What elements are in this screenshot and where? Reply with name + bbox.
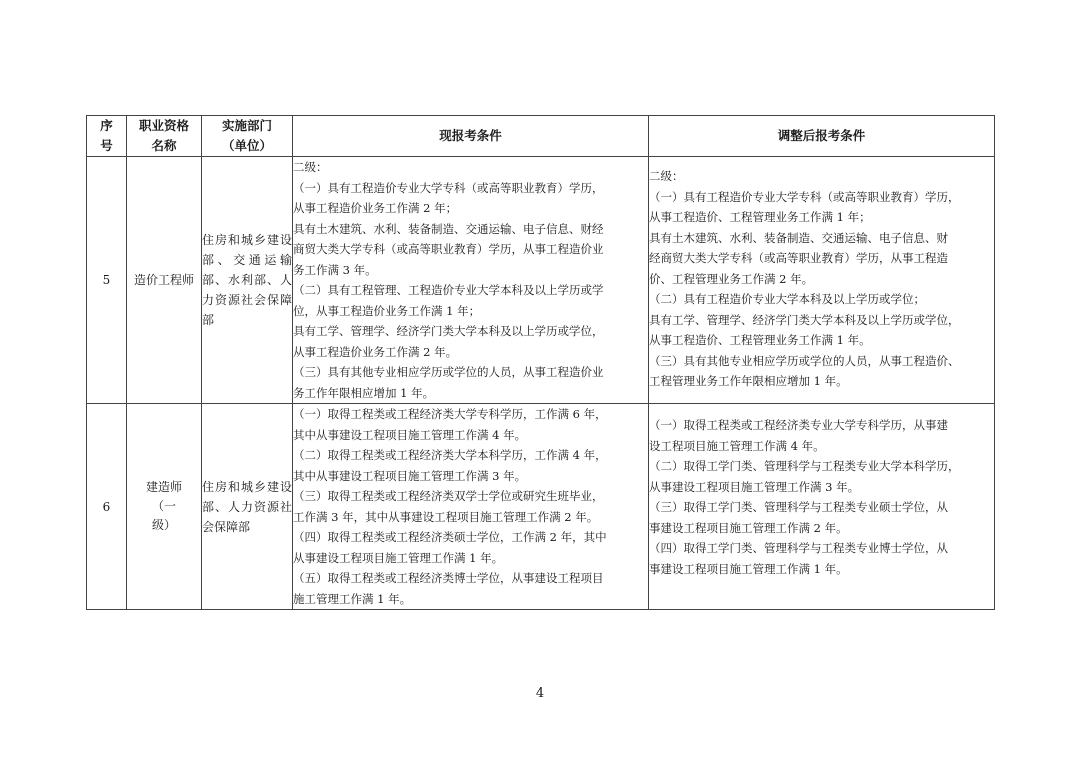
condition-line: 从事工程造价业务工作满 2 年。 xyxy=(293,344,458,359)
condition-line: 二级： xyxy=(293,160,328,174)
row-qualification-name: 建造师（一级） xyxy=(127,404,202,610)
condition-line: （四）取得工程类或工程经济类硕士学位，工作满 2 年，其中 xyxy=(293,530,607,544)
header-num: 序号 xyxy=(87,116,127,157)
condition-line: （二）具有工程管理、工程造价专业大学本科及以上学历或学 xyxy=(293,283,604,297)
table-row xyxy=(87,157,995,404)
condition-line: 商贸大类大学专科（或高等职业教育）学历，从事工程造价业 xyxy=(293,242,604,256)
condition-line: （三）具有其他专业相应学历或学位的人员，从事工程造价业 xyxy=(293,365,604,379)
row-dept: 住房和城乡建设部、交通运输部、水利部、人力资源社会保障部 xyxy=(202,157,293,404)
condition-line: 从事工程造价、工程管理业务工作满 1 年。 xyxy=(649,333,871,347)
condition-line: （一）具有工程造价专业大学专科（或高等职业教育）学历， xyxy=(649,189,960,204)
condition-line: （一）取得工程类或工程经济类大学专科学历，工作满 6 年， xyxy=(293,407,607,421)
condition-line: 具有土木建筑、水利、装备制造、交通运输、电子信息、财 xyxy=(649,230,948,245)
condition-line: 其中从事建设工程项目施工管理工作满 3 年。 xyxy=(293,468,527,483)
row-qualification-name: 造价工程师 xyxy=(127,157,202,404)
row-current-conditions xyxy=(293,157,649,404)
condition-line: （二）取得工学门类、管理科学与工程类专业大学本科学历， xyxy=(649,459,960,473)
row-adjusted-conditions xyxy=(649,157,995,404)
qualification-table xyxy=(86,115,995,610)
header-adjusted-conditions: 调整后报考条件 xyxy=(649,116,995,157)
condition-line: （三）取得工程类或工程经济类双学士学位或研究生班毕业， xyxy=(293,489,604,503)
row-dept: 住房和城乡建设部、人力资源社会保障部 xyxy=(202,404,293,610)
condition-line: （四）取得工学门类、管理科学与工程类专业博士学位，从 xyxy=(649,541,948,555)
table-row xyxy=(87,404,995,610)
condition-line: 二级： xyxy=(649,169,684,183)
condition-line: 务工作年限相应增加 1 年。 xyxy=(293,385,435,400)
condition-line: 工程管理业务工作年限相应增加 1 年。 xyxy=(649,374,848,388)
row-adjusted-conditions xyxy=(649,404,995,610)
condition-line: 从事建设工程项目施工管理工作满 3 年。 xyxy=(649,479,860,494)
condition-line: 价、工程管理业务工作满 2 年。 xyxy=(649,271,814,286)
row-current-conditions xyxy=(293,404,649,610)
row-num: 6 xyxy=(87,404,127,610)
condition-line: （三）具有其他专业相应学历或学位的人员，从事工程造价、 xyxy=(649,353,960,368)
condition-line: 具有土木建筑、水利、装备制造、交通运输、电子信息、财经 xyxy=(293,221,604,236)
condition-line: 具有工学、管理学、经济学门类大学本科及以上学历或学位， xyxy=(649,312,960,327)
condition-line: 从事工程造价业务工作满 2 年； xyxy=(293,201,458,215)
table-header-row xyxy=(87,116,995,157)
condition-line: （二）取得工程类或工程经济类大学本科学历，工作满 4 年， xyxy=(293,448,607,462)
condition-line: 工作满 3 年，其中从事建设工程项目施工管理工作满 2 年。 xyxy=(293,509,599,524)
condition-line: 经商贸大类大学专科（或高等职业教育）学历，从事工程造 xyxy=(649,251,948,265)
condition-line: 其中从事建设工程项目施工管理工作满 4 年。 xyxy=(293,427,527,442)
condition-line: 务工作满 3 年。 xyxy=(293,262,377,277)
condition-line: （五）取得工程类或工程经济类博士学位，从事建设工程项目 xyxy=(293,571,604,585)
header-name: 职业资格名称 xyxy=(127,116,202,157)
condition-line: 从事工程造价、工程管理业务工作满 1 年； xyxy=(649,210,871,224)
row-num: 5 xyxy=(87,157,127,404)
condition-line: 具有工学、管理学、经济学门类大学本科及以上学历或学位， xyxy=(293,324,604,338)
condition-line: 施工管理工作满 1 年。 xyxy=(293,591,412,606)
condition-line: （二）具有工程造价专业大学本科及以上学历或学位； xyxy=(649,292,925,306)
condition-line: 事建设工程项目施工管理工作满 1 年。 xyxy=(649,561,848,576)
condition-line: （三）取得工学门类、管理科学与工程类专业硕士学位，从 xyxy=(649,500,948,514)
header-current-conditions: 现报考条件 xyxy=(293,116,649,157)
condition-line: 位，从事工程造价业务工作满 1 年； xyxy=(293,303,481,318)
header-dept: 实施部门（单位） xyxy=(202,116,293,157)
page-number: 4 xyxy=(535,686,545,701)
condition-line: 从事建设工程项目施工管理工作满 1 年。 xyxy=(293,550,504,565)
condition-line: （一）具有工程造价专业大学专科（或高等职业教育）学历， xyxy=(293,180,604,195)
condition-line: 事建设工程项目施工管理工作满 2 年。 xyxy=(649,520,848,535)
condition-line: 设工程项目施工管理工作满 4 年。 xyxy=(649,438,825,453)
condition-line: （一）取得工程类或工程经济类专业大学专科学历，从事建 xyxy=(649,418,948,432)
